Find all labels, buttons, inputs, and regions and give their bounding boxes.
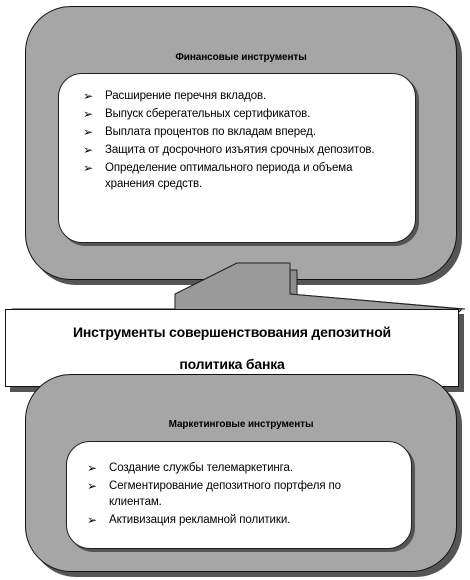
financial-instruments-title: Финансовые инструменты — [175, 52, 307, 63]
marketing-instruments-title: Маркетинговые инструменты — [168, 419, 314, 430]
financial-instruments-panel — [25, 6, 457, 280]
marketing-instruments-list-box — [66, 441, 412, 549]
list-item: ➢ Расширение перечня вкладов. — [83, 89, 267, 103]
marketing-instruments-panel — [25, 374, 457, 572]
center-title-line-2: политика банка — [179, 356, 285, 372]
arrow-bullet-icon: ➢ — [87, 461, 97, 475]
list-item: ➢ Выплата процентов по вкладам вперед. — [83, 125, 316, 139]
list-item: ➢ Выпуск сберегательных сертификатов. — [83, 107, 311, 121]
arrow-bullet-icon: ➢ — [83, 107, 93, 121]
list-item: ➢ Определение оптимального периода и объема хранения средств. — [83, 161, 353, 190]
arrow-bullet-icon: ➢ — [87, 513, 97, 527]
financial-instruments-list — [83, 88, 383, 194]
financial-instruments-list-box — [58, 73, 416, 243]
marketing-instruments-list — [87, 460, 387, 530]
center-title — [6, 316, 458, 380]
arrow-bullet-icon: ➢ — [87, 479, 97, 493]
list-item: ➢ Защита от досрочного изъятия срочных депозитов. — [83, 143, 375, 157]
arrow-bullet-icon: ➢ — [83, 89, 93, 103]
list-item: ➢ Создание службы телемаркетинга. — [87, 461, 293, 475]
arrow-bullet-icon: ➢ — [83, 161, 93, 175]
center-title-line-1: Инструменты совершенствования депозитной — [73, 324, 391, 340]
arrow-bullet-icon: ➢ — [83, 143, 93, 157]
list-item: ➢ Сегментирование депозитного портфеля по клиентам. — [87, 479, 341, 508]
list-item: ➢ Активизация рекламной политики. — [87, 513, 291, 527]
arrow-bullet-icon: ➢ — [83, 125, 93, 139]
